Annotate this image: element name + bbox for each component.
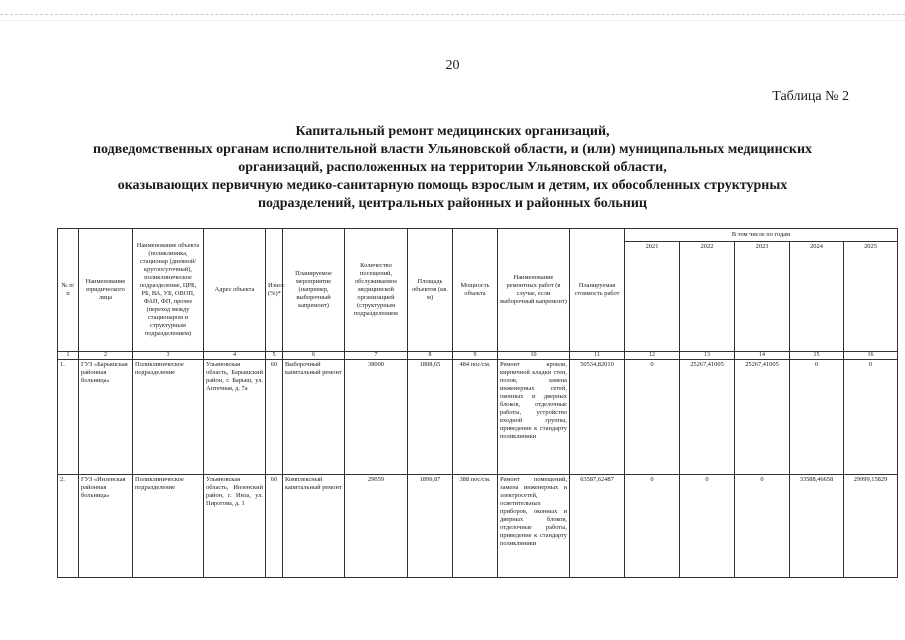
header-object-name: Наименование объекта (поликлиника, стационар (дневной/круглосуточный), поликлиническое подразделение, ЦРБ, РБ, ВА, УБ, ОВОП, ФАП, ФП, прочее (переход между стационаром и структурным подразделением) — [133, 229, 204, 352]
table-label: Таблица № 2 — [772, 89, 849, 104]
column-number: 10 — [498, 352, 570, 360]
column-number: 11 — [570, 352, 625, 360]
row-year-2024: 0 — [790, 360, 844, 475]
column-number-row — [58, 352, 898, 360]
header-address: Адрес объекта — [204, 229, 266, 352]
title-line: оказывающих первичную медико-санитарную помощь взрослым и детям, их обособленных структурных — [117, 178, 788, 193]
header-capacity: Мощность объекта — [453, 229, 498, 352]
header-planned-measure: Планируемое мероприятие (например, выборочный капремонт) — [283, 229, 345, 352]
header-year: 2021 — [625, 242, 680, 352]
header-visits: Количество посещений, обслуживаемое медицинской организацией (структурным подразделением — [345, 229, 408, 352]
row-year-2025: 0 — [844, 360, 898, 475]
column-number: 5 — [266, 352, 283, 360]
row-repair-works: Ремонт помещений, замена инженерных и электросетей, осветительных приборов, оконных и дверных блоков, отделочные работы, приведение к стандарту поликлиники — [498, 475, 570, 578]
title-line: подразделений, центральных районных и районных больниц — [257, 196, 647, 211]
row-area: 1808,65 — [408, 360, 453, 475]
title-line: Капитальный ремонт медицинских организаций, — [295, 124, 610, 139]
column-number: 15 — [790, 352, 844, 360]
row-capacity: 484 пос/см. — [453, 360, 498, 475]
column-number: 2 — [79, 352, 133, 360]
row-year-2023: 25267,41005 — [735, 360, 790, 475]
row-year-2022: 25267,41005 — [680, 360, 735, 475]
row-visits: 29059 — [345, 475, 408, 578]
row-year-2022: 0 — [680, 475, 735, 578]
column-number: 13 — [680, 352, 735, 360]
header-year: 2022 — [680, 242, 735, 352]
header-legal-entity: Наименование юридического лица — [79, 229, 133, 352]
row-repair-works: Ремонт кровли, кирпичной кладки стен, полов, замена инженерных сетей, оконных и дверных блоков, отделочные работы, устройство входной группы, приведение к стандарту поликлиники — [498, 360, 570, 475]
header-planned-cost: Планируемая стоимость работ — [570, 229, 625, 352]
header-including-years: В том числе по годам — [625, 229, 898, 242]
row-planned-measure: Выборочный капитальный ремонт — [283, 360, 345, 475]
header-year: 2023 — [735, 242, 790, 352]
table-row — [58, 360, 898, 475]
row-object-name: Поликлиническое подразделение — [133, 360, 204, 475]
row-planned-cost: 50534,82010 — [570, 360, 625, 475]
scan-border-line — [0, 20, 905, 21]
row-planned-measure: Комплексный капитальный ремонт — [283, 475, 345, 578]
row-area: 1899,87 — [408, 475, 453, 578]
row-capacity: 388 пос/см. — [453, 475, 498, 578]
column-number: 16 — [844, 352, 898, 360]
column-number: 8 — [408, 352, 453, 360]
header-num: № п/п — [58, 229, 79, 352]
column-number: 7 — [345, 352, 408, 360]
column-number: 6 — [283, 352, 345, 360]
header-wear: Износ (%)* — [266, 229, 283, 352]
header-area: Площадь объектов (кв. м) — [408, 229, 453, 352]
row-num: 1. — [58, 360, 79, 475]
row-object-name: Поликлиническое подразделение — [133, 475, 204, 578]
header-year: 2024 — [790, 242, 844, 352]
column-number: 3 — [133, 352, 204, 360]
row-legal-entity: ГУЗ «Инзенская районная больница» — [79, 475, 133, 578]
row-year-2021: 0 — [625, 360, 680, 475]
row-year-2023: 0 — [735, 475, 790, 578]
column-number: 1 — [58, 352, 79, 360]
table-row — [58, 475, 898, 578]
row-legal-entity: ГУЗ «Барышская районная больница» — [79, 360, 133, 475]
row-year-2025: 29999,15829 — [844, 475, 898, 578]
column-number: 4 — [204, 352, 266, 360]
scan-border-line — [0, 14, 905, 15]
column-number: 9 — [453, 352, 498, 360]
header-row — [58, 229, 898, 242]
row-year-2021: 0 — [625, 475, 680, 578]
column-number: 14 — [735, 352, 790, 360]
title-line: подведомственных органам исполнительной власти Ульяновской области, и (или) муниципальных медицинских — [92, 142, 813, 157]
document-title — [40, 123, 865, 213]
row-visits: 38000 — [345, 360, 408, 475]
column-number: 12 — [625, 352, 680, 360]
page-number: 20 — [445, 58, 460, 73]
row-address: Ульяновская область, Инзенский район, г. Инза, ул. Пирогова, д. 1 — [204, 475, 266, 578]
header-repair-works: Наименование ремонтных работ (в случае, если выборочный капремонт) — [498, 229, 570, 352]
row-num: 2. — [58, 475, 79, 578]
row-wear: 60 — [266, 360, 283, 475]
row-wear: 60 — [266, 475, 283, 578]
row-planned-cost: 63587,62487 — [570, 475, 625, 578]
header-year: 2025 — [844, 242, 898, 352]
title-line: организаций, расположенных на территории Ульяновской области, — [238, 160, 667, 175]
row-address: Ульяновская область, Барышский район, г. Барыш, ул. Аптечная, д. 7а — [204, 360, 266, 475]
row-year-2024: 33588,46658 — [790, 475, 844, 578]
repair-table — [57, 228, 898, 578]
